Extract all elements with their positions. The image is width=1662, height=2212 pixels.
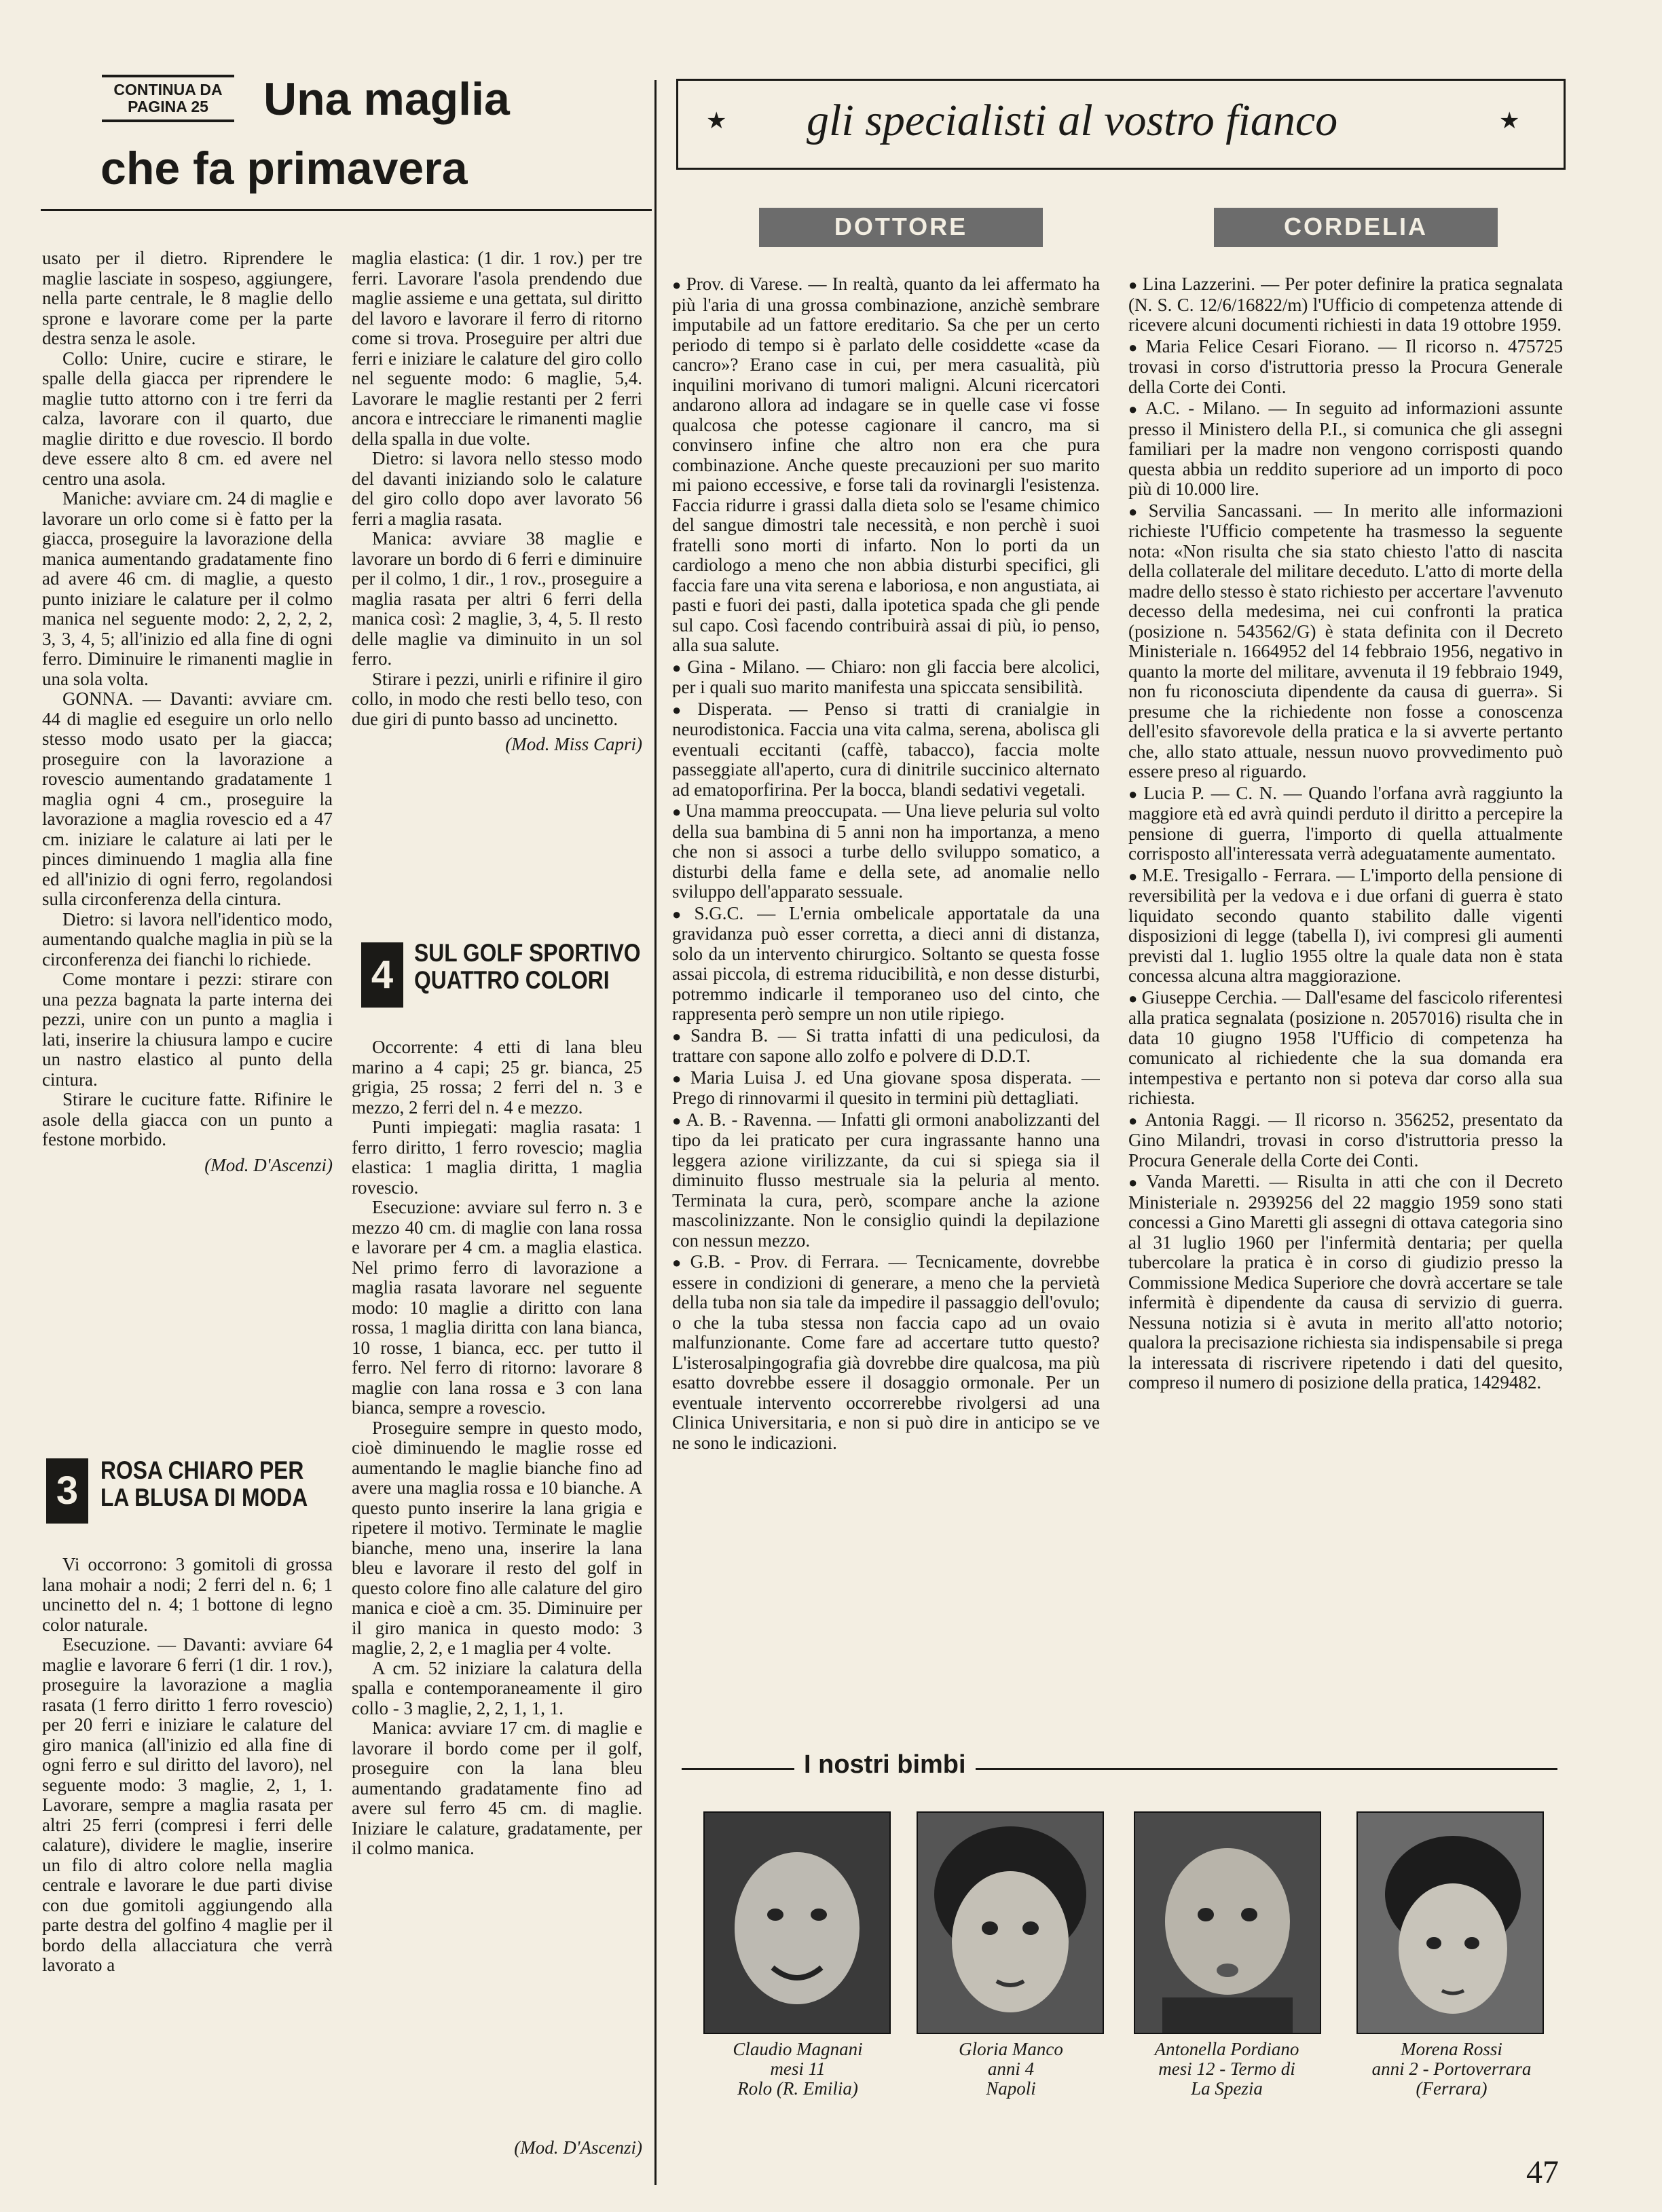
- dottore-item: ● S.G.C. — L'ernia ombelicale apportatale da una gravidanza può esser corretta, a dieci anni di distanza, solo da un intervento chirurgico. Soltanto se questa fosse assai piccola, di estrema riducibilità, e non desse disturbi, potremmo indicarle il temporaneo uso del cinto, che rappresenta però sempre un non utile ripiego.: [672, 902, 1100, 1024]
- cordelia-item: ● Antonia Raggi. — Il ricorso n. 356252, presentato da Gino Milandri, trovasi in corso d'istruttoria presso la Procura Generale della Corte dei Conti.: [1128, 1109, 1563, 1170]
- article-paragraph: Vi occorrono: 3 gomitoli di grossa lana mohair a nodi; 2 ferri del n. 6; 1 uncinetto del n. 4; 1 bottone di legno color naturale.: [42, 1555, 333, 1635]
- article-paragraph: Esecuzione. — Davanti: avviare 64 maglie e lavorare 6 ferri (1 dir. 1 rov.), proseguire la lavorazione a maglia rasata (1 ferro diritto 1 ferro rovescio) per 20 ferri e iniziare le calature del giro manica (all'inizio ed alla fine di ogni ferro e sul diritto del lavoro), nel seguente modo: 3 maglie, 2, 1, 1. Lavorare, sempre a maglia rasata per altri 25 ferri (compresi i ferri delle calature), dividere le maglie, inserire un filo di altro colore nella maglia centrale e lavorare le due parti divise con due gomitoli aggiungendo alla parte destra del golfino 4 maglie per il bordo della allacciatura che verrà lavorato a: [42, 1634, 333, 1975]
- article-column-2: [352, 248, 642, 873]
- article-paragraph: A cm. 52 iniziare la calatura della spalla e contemporaneamente il giro collo - 3 maglie, 2, 2, 1, 1, 1.: [352, 1657, 642, 1718]
- article-paragraph: Dietro: si lavora nell'identico modo, aumentando qualche maglia in più se la circonferenza dei fianchi lo richiede.: [42, 908, 333, 970]
- child-photo: [703, 1811, 891, 2034]
- section-4-title: SUL GOLF SPORTIVO QUATTRO COLORI: [414, 939, 641, 994]
- cordelia-item: ● A.C. - Milano. — In seguito ad informazioni assunte presso il Ministero della P.I., si comunica che gli assegni familiari per la madre non vengono corrisposti quando questa abbia un reddito superiore ad un importo di poco più di 10.000 lire.: [1128, 398, 1563, 499]
- model-signature: (Mod. D'Ascenzi): [514, 2137, 642, 2158]
- dottore-item: ● Sandra B. — Si tratta infatti di una pediculosi, da trattare con sapone allo zolfo e polvere di D.D.T.: [672, 1025, 1100, 1066]
- section-4-number: 4: [361, 942, 403, 1008]
- child-photo: [917, 1811, 1104, 2034]
- article-paragraph: Maniche: avviare cm. 24 di maglie e lavorare un orlo come si è fatto per la giacca, proseguire la lavorazione della manica aumentando gradatamente fino ad avere 46 cm. di maglie, a questo punto iniziare le calature per il colmo manica nel seguente modo: 2, 2, 2, 2, 3, 3, 4, 5; all'inizio ed alla fine di ogni ferro. Diminuire le rimanenti maglie in una sola volta.: [42, 488, 333, 689]
- article-paragraph: usato per il dietro. Riprendere le maglie lasciate in sospeso, aggiungere, nella parte centrale, le 8 maglie dello sprone e lavorare come per la parte destra senza le asole.: [42, 248, 333, 348]
- child-caption: Antonella Pordiano mesi 12 - Termo di La Spezia: [1154, 2039, 1299, 2099]
- continua-rule-bottom: [102, 119, 234, 122]
- cordelia-label: CORDELIA: [1214, 208, 1498, 247]
- article-paragraph: Occorrente: 4 etti di lana bleu marino a 4 capi; 25 gr. bianca, 25 grigia, 25 rossa; 2 ferri del n. 3 e mezzo, 2 ferri del n. 4 e mezzo.: [352, 1037, 642, 1118]
- cordelia-column: [1128, 274, 1563, 1734]
- dottore-label: DOTTORE: [759, 208, 1043, 247]
- child-caption: Gloria Manco anni 4 Napoli: [959, 2039, 1063, 2099]
- star-icon: ★: [706, 107, 727, 134]
- cordelia-item: ● Lucia P. — C. N. — Quando l'orfana avrà raggiunto la maggiore età ed avrà quindi perduto il diritto a percepire la pensione di guerra, l'importo di quella attualmente corrisposto all'interessata verrà adeguatamente aumentato.: [1128, 782, 1563, 864]
- child-photo: [1134, 1811, 1321, 2034]
- article-paragraph: Proseguire sempre in questo modo, cioè diminuendo le maglie rosse ed aumentando le maglie bianche fino ad avere una maglia rossa e 10 bianche. A questo punto inserire la lana grigia e ripetere il motivo. Terminate le maglie bianche, meno una, inserire la lana bleu e lavorare il resto del golf in questo colore fino alle calature del giro manica e cioè a cm. 35. Diminuire per il giro manica in questo modo: 3 maglie, 2, 2, e 1 maglia per 4 volte.: [352, 1417, 642, 1658]
- page-number: 47: [1526, 2154, 1559, 2190]
- dottore-item: ● Una mamma preoccupata. — Una lieve peluria sul volto della sua bambina di 5 anni non ha importanza, a meno che non si associ a turbe dello sviluppo somatico, a disturbi della fame e della sete, ad anomalie nello sviluppo dell'apparato sessuale.: [672, 800, 1100, 902]
- banner-title: gli specialisti al vostro fianco: [807, 96, 1338, 145]
- article-paragraph: Manica: avviare 38 maglie e lavorare un bordo di 6 ferri e diminuire per il colmo, 1 dir., 1 rov., proseguire a maglia rasata per altri 6 ferri della manica così: 2 maglie, 3, 4, 5. Il resto delle maglie va diminuito in un sol ferro.: [352, 528, 642, 669]
- dottore-item: ● Maria Luisa J. ed Una giovane sposa disperata. — Prego di rinnovarmi il quesito in termini più dettagliati.: [672, 1067, 1100, 1108]
- continua-label: CONTINUA DA PAGINA 25: [113, 81, 223, 115]
- section-3-title: ROSA CHIARO PER LA BLUSA DI MODA: [100, 1456, 308, 1511]
- article-paragraph: Collo: Unire, cucire e stirare, le spalle della giacca per riprendere le maglie tutto attorno con i tre ferri da calza, lavorare con il quarto, due maglie diritto e due rovescio. Il bordo deve essere alto 8 cm. ed avere nel centro una asola.: [42, 348, 333, 489]
- dottore-item: ● Disperata. — Penso si tratti di cranialgie in neurodistonica. Faccia una vita calma, serena, abolisca gli eventuali eccitanti (caffè, tabacco), faccia molte passeggiate all'aperto, cura di dinitrile succinico alternato ad ematoporfirina. Per la bocca, blandi sedativi vegetali.: [672, 698, 1100, 800]
- child-caption: Morena Rossi anni 2 - Portoverrara (Ferrara): [1371, 2039, 1532, 2099]
- cordelia-item: ● Lina Lazzerini. — Per poter definire la pratica segnalata (N. S. C. 12/6/16822/m) l'Ufficio di competenza attende di ricevere alcuni documenti richiesti in data 19 ottobre 1959.: [1128, 274, 1563, 335]
- article-paragraph: Stirare i pezzi, unirli e rifinire il giro collo, in modo che resti bello teso, con due giri di punto basso ad uncinetto.: [352, 668, 642, 729]
- model-signature: (Mod. Miss Capri): [505, 734, 642, 754]
- model-signature: (Mod. D'Ascenzi): [204, 1154, 333, 1175]
- star-icon: ★: [1499, 107, 1520, 134]
- bimbi-title: I nostri bimbi: [794, 1750, 976, 1780]
- article-headline-line2: che fa primavera: [100, 143, 468, 194]
- section-3-body: [42, 1555, 333, 2166]
- continua-rule-top: [102, 75, 234, 77]
- cordelia-item: ● Maria Felice Cesari Fiorano. — Il ricorso n. 475725 trovasi in corso d'istruttoria presso la Procura Generale della Corte dei Conti.: [1128, 335, 1563, 397]
- section-4-body: [352, 1037, 642, 2131]
- article-headline-line1: Una maglia: [263, 73, 510, 125]
- article-paragraph: Punti impiegati: maglia rasata: 1 ferro diritto, 1 ferro rovescio; maglia elastica: 1 maglia diritta, 1 maglia rovescio.: [352, 1117, 642, 1198]
- child-photo: [1356, 1811, 1544, 2034]
- dottore-item: ● A. B. - Ravenna. — Infatti gli ormoni anabolizzanti del tipo da lei praticato per cura ingrassante hanno una leggera azione virilizzante, da cui si spiega sia il diminuito flusso mestruale sia la peluria al mento. Terminata la cura, però, scompare anche la azione mascolinizzante. Non le consiglio quindi la depilazione con nessun mezzo.: [672, 1109, 1100, 1251]
- section-3-number: 3: [46, 1458, 88, 1524]
- article-paragraph: Dietro: si lavora nello stesso modo del davanti iniziando solo le calature del giro collo dopo aver lavorato 56 ferri a maglia rasata.: [352, 448, 642, 529]
- cordelia-item: ● Giuseppe Cerchia. — Dall'esame del fascicolo riferentesi alla pratica segnalata (posizione n. 2057016) risulta che in data 10 giugno 1958 l'Ufficio di competenza ha comunicato al richiedente che la sua domanda era intempestiva e pertanto non si poteva dar corso alla sua richiesta.: [1128, 987, 1563, 1108]
- dottore-item: ● Gina - Milano. — Chiaro: non gli faccia bere alcolici, per i quali suo marito manifesta una spiccata sensibilità.: [672, 656, 1100, 697]
- cordelia-item: ● Servilia Sancassani. — In merito alle informazioni richieste l'Ufficio competente ha trasmesso la seguente nota: «Non risulta che sia stato chiesto l'atto di nascita della collaterale del militare deceduto. L'atto di morte della madre dello stesso è stato richiesto per accertare l'avvenuto decesso della medesima, nei cui confronti la pratica (posizione n. 543562/G) è stata definita con il Decreto Ministeriale n. 1664952 del 14 febbraio 1956, negativo in quanto la morte del militare, avvenuta il 19 febbraio 1949, non fu riconosciuta dipendente da causa di guerra». Si presume che la richiedente non fosse a conoscenza dell'esito sfavorevole della pratica e la si avverte pertanto che, allo stato attuale, nessun nuovo provvedimento può essere preso al riguardo.: [1128, 500, 1563, 781]
- dottore-item: ● Prov. di Varese. — In realtà, quanto da lei affermato ha più l'aria di una grossa combinazione, anzichè sembrare imputabile ad un fattore ereditario. Sa che per un certo periodo di tempo si è parlato delle cosiddette «case da cancro»? Erano case in cui, per mera casualità, più inquilini morivano di tumori maligni. Alcuni ricercatori andarono allora ad indagare se in quelle case vi fosse qualcosa che potesse cagionare il cancro, ma si convinsero infine che altro non era che pura combinazione. Anche queste precauzioni per suo marito mi paiono eccessive, e forse tali da rovinargli l'esistenza. Faccia ridurre i grassi dalla dieta solo se l'esame chimico del sangue dimostri tale necessità, e non perchè i suoi fratelli sono morti di infarto. Non lo porti da un cardiologo a meno che non abbia disturbi specifici, gli faccia fare una vita serena e laboriosa, e non angustiata, ai pasti e fuori dei pasti, dalla ipotetica spada che gli pende sul capo. Così facendo contribuirà assai di più, io penso, alla sua salute.: [672, 274, 1100, 655]
- article-paragraph: Esecuzione: avviare sul ferro n. 3 e mezzo 40 cm. di maglie con lana rossa e lavorare per 4 cm. a maglia elastica. Nel primo ferro di lavorazione a maglia rasata lavorare nel seguente modo: 10 maglie a diritto con lana rossa, 1 maglia diritta con lana bianca, 10 rosse, 1 bianca, ecc. per tutto il ferro. Nel ferro di ritorno: lavorare 8 maglie con lana rossa e 3 con lana bianca, sempre a rovescio.: [352, 1197, 642, 1418]
- article-paragraph: Stirare le cuciture fatte. Rifinire le asole della giacca con un punto a festone morbido.: [42, 1089, 333, 1149]
- article-headline-rule: [41, 209, 652, 211]
- column-divider: [654, 80, 657, 2185]
- article-paragraph: maglia elastica: (1 dir. 1 rov.) per tre ferri. Lavorare l'asola prendendo due maglie assieme e una gettata, sul diritto del lavoro e lavorare il ferro di ritorno come si trova. Proseguire per altri due ferri e iniziare le calature del giro collo nel seguente modo: 6 maglie, 5,4. Lavorare le maglie restanti per 2 ferri ancora e intrecciare le rimanenti maglie della spalla in due volte.: [352, 248, 642, 449]
- cordelia-item: ● M.E. Tresigallo - Ferrara. — L'importo della pensione di reversibilità per la vedova e i due orfani di guerra è stato liquidato secondo quanto stabilito dalle vigenti disposizioni di legge (tabella I), ivi compresi gli aumenti previsti dal 1. luglio 1955 oltre la quale data non è stata concessa alcuna altra maggiorazione.: [1128, 864, 1563, 986]
- child-caption: Claudio Magnani mesi 11 Rolo (R. Emilia): [733, 2039, 863, 2099]
- article-paragraph: Manica: avviare 17 cm. di maglie e lavorare il bordo come per il golf, proseguire con la lana bleu aumentando gradatamente fino ad avere sul ferro 45 cm. di maglie. Iniziare le calature, gradatamente, per il colmo manica.: [352, 1718, 642, 1858]
- dottore-item: ● G.B. - Prov. di Ferrara. — Tecnicamente, dovrebbe essere in condizioni di generare, a meno che la pervietà della tuba non sia tale da impedire il passaggio dell'ovulo; o che la tuba stessa non faccia capo ad un ovaio malfunzionante. Come fare ad accertare tutto questo? L'isterosalpingografia già dovrebbe dire qualcosa, ma più esatto dovrebbe essere il dosaggio ormonale. Per un eventuale intervento occorrerebbe rivolgersi ad una Clinica Universitaria, e non si può dire in anticipo se ve ne sono le indicazioni.: [672, 1251, 1100, 1453]
- article-column-1: [42, 248, 333, 1511]
- cordelia-item: ● Vanda Maretti. — Risulta in atti che con il Decreto Ministeriale n. 2939256 del 22 maggio 1959 sono stati concessi a Gino Maretti gli assegni di ottava categoria sino al 31 luglio 1960 per l'infermità dentaria; per quella tubercolare la pratica è in corso di giudizio presso la Commissione Medica Superiore che dovrà accertare se tale infermità è dipendente da causa di servizio di guerra. Nessuna notizia si è avuta in merito all'atto notorio; qualora la precisazione richiesta sia indispensabile si prega la interessata di riscrivere ripetendo i dati del quesito, compreso il numero di posizione della pratica, 1429482.: [1128, 1171, 1563, 1393]
- article-paragraph: Come montare i pezzi: stirare con una pezza bagnata la parte interna dei pezzi, unire con un punto a maglia i lati, inserire la chiusura lampo e cucire un nastro elastico al punto della cintura.: [42, 969, 333, 1090]
- article-paragraph: GONNA. — Davanti: avviare cm. 44 di maglie ed eseguire un orlo nello stesso modo usato per la giacca; proseguire con la lavorazione a rovescio aumentando gradatamente 1 maglia ogni 4 cm., proseguire la lavorazione a maglia rovescio ed a 47 cm. iniziare le calature ai lati per le pinces diminuendo 1 maglia alla fine ed all'inizio di ogni ferro, regolandosi sulla circonferenza della cintura.: [42, 688, 333, 909]
- dottore-column: [672, 274, 1100, 1734]
